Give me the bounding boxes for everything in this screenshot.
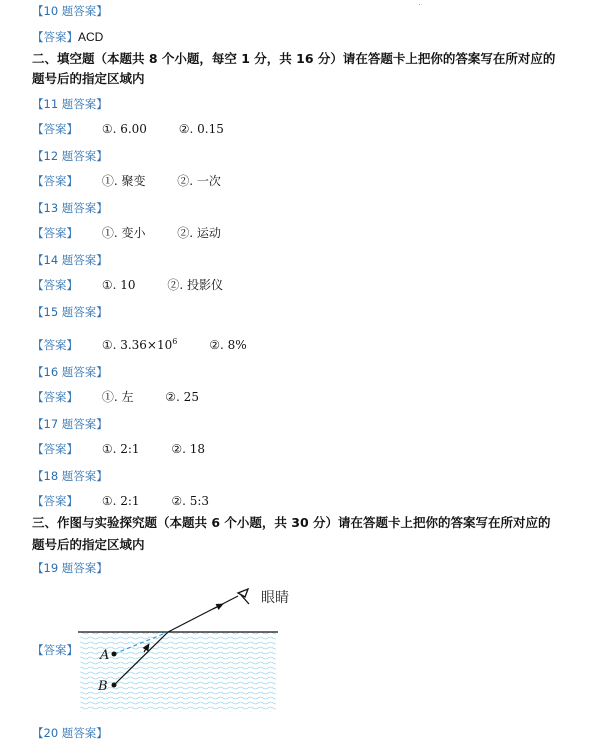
answer-label: 【答案】: [32, 278, 78, 292]
answer-label: 【答案】: [32, 30, 78, 44]
section3-heading-line1: 三、作图与实验探究题（本题共 6 个小题，共 30 分）请在答题卡上把你的答案写在所对应的: [32, 515, 551, 530]
q12-tag: 【12 题答案】: [32, 149, 108, 163]
answer-label: 【答案】: [32, 442, 78, 456]
answer-label: 【答案】: [32, 174, 78, 188]
answer-label: 【答案】: [32, 390, 78, 404]
answer-1: ①. $3.36\times 10^6$: [101, 337, 178, 352]
q20-tag: 【20 题答案】: [32, 726, 108, 740]
q16-tag: 【16 题答案】: [32, 365, 108, 379]
eye-icon: [238, 589, 249, 604]
answer-label: 【答案】: [32, 122, 78, 136]
q18-tag: 【18 题答案】: [32, 469, 108, 483]
point-a: [112, 652, 117, 657]
q16-answer-row: [32, 389, 199, 405]
answer-2: ②. 0.15: [178, 122, 224, 136]
point-b-label: B: [98, 679, 108, 694]
q10-answer-row: [32, 29, 103, 45]
answer-2: ②. 18: [171, 442, 206, 456]
answer-2: ②. 5:3: [171, 494, 210, 508]
answer-2: ②. 25: [165, 390, 199, 404]
q19-tag: 【19 题答案】: [32, 561, 108, 575]
answer-2: ②. 一次: [177, 174, 221, 188]
refraction-figure: [78, 580, 308, 715]
answer-2: ②. 8%: [209, 338, 247, 352]
q19-answer-label: 【答案】: [32, 643, 78, 657]
q13-answer-row: [32, 225, 221, 241]
q18-answer-row: [32, 493, 209, 509]
q10-tag: 【10 题答案】: [32, 4, 108, 18]
answer-1: ①. 2:1: [101, 494, 140, 508]
q12-answer-row: [32, 173, 221, 189]
q15-answer-row: [32, 334, 247, 353]
answer-1: ①. 聚变: [101, 174, 146, 188]
answer-1: ①. 变小: [101, 226, 146, 240]
q11-answer-row: [32, 121, 224, 137]
water-region: [80, 632, 276, 712]
q17-answer-row: [32, 441, 205, 457]
section2-heading-line2: 题号后的指定区域内: [32, 71, 145, 86]
section3-heading-line2: 题号后的指定区域内: [32, 537, 145, 552]
q11-tag: 【11 题答案】: [32, 97, 108, 111]
section2-heading-line1: 二、填空题（本题共 8 个小题，每空 1 分，共 16 分）请在答题卡上把你的答案写在所对应的: [32, 51, 556, 66]
answer-value: ACD: [78, 30, 104, 44]
stray-dot: [419, 4, 420, 5]
eye-label: 眼睛: [261, 590, 289, 606]
answer-1: ①. 左: [101, 390, 134, 404]
q15-tag: 【15 题答案】: [32, 305, 108, 319]
q14-tag: 【14 题答案】: [32, 253, 108, 267]
q13-tag: 【13 题答案】: [32, 201, 108, 215]
answer-2: ②. 运动: [177, 226, 221, 240]
answer-label: 【答案】: [32, 226, 78, 240]
refracted-ray: [168, 596, 238, 632]
answer-2: ②. 投影仪: [167, 278, 223, 292]
answer-1: ①. 2:1: [101, 442, 140, 456]
answer-label: 【答案】: [32, 338, 78, 352]
point-a-label: A: [100, 648, 110, 663]
answer-label: 【答案】: [32, 494, 78, 508]
refracted-arrow: [213, 604, 223, 609]
point-b: [112, 683, 117, 688]
answer-1: ①. 10: [101, 278, 136, 292]
answer-1: ①. 6.00: [101, 122, 147, 136]
q14-answer-row: [32, 277, 223, 293]
q17-tag: 【17 题答案】: [32, 417, 108, 431]
